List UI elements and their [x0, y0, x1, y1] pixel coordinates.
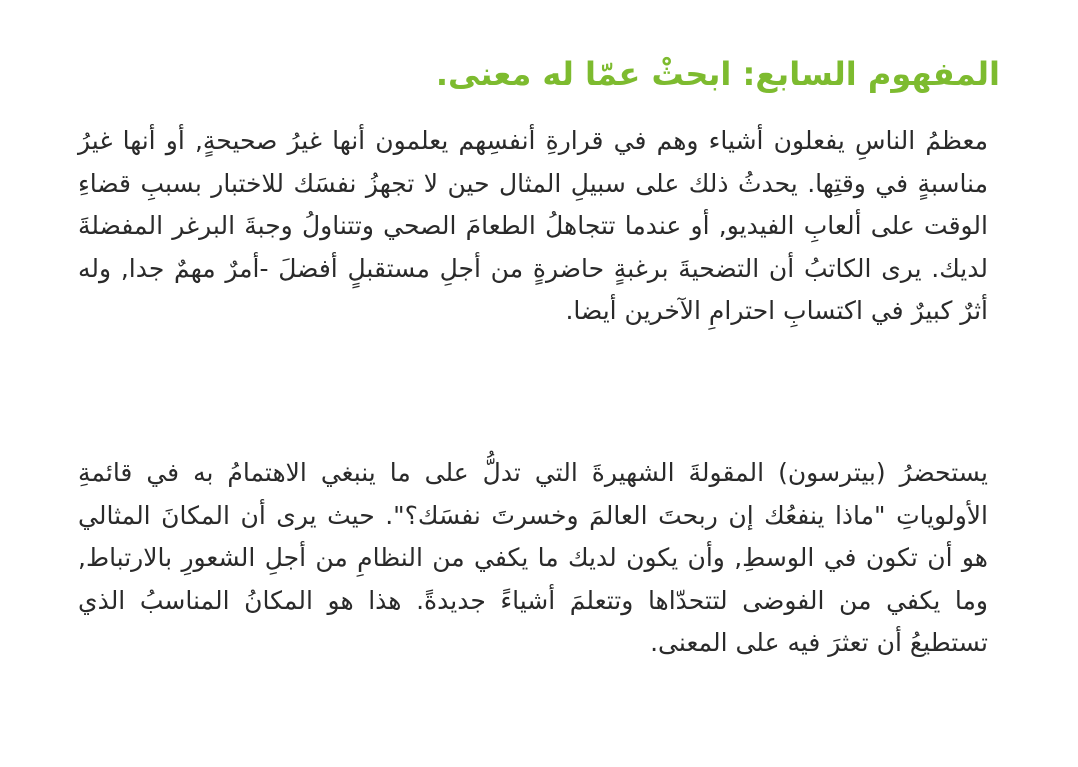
section-heading: المفهوم السابع: ابحثْ عمّا له معنى.: [435, 55, 1000, 93]
paragraph-sacrifice: معظمُ الناسِ يفعلون أشياء وهم في قرارةِ أنفسِهم يعلمون أنها غيرُ صحيحةٍ, أو أنها غيرُ مناسبةٍ في وقتِها. يحدثُ ذلك على سبيلِ المثال حين لا تجهزُ نفسَك للاختبار بسببِ قضاءِ الوقت على ألعابِ الفيديو, أو عندما تتجاهلُ الطعامَ الصحي وتتناولُ وجبةَ البرغر المفضلةَ لديك. يرى الكاتبُ أن التضحيةَ برغبةٍ حاضرةٍ من أجلِ مستقبلٍ أفضلَ -أمرٌ مهمٌ جدا, وله أثرٌ كبيرٌ في اكتسابِ احترامِ الآخرين أيضا.: [78, 126, 988, 325]
paragraph-meaning: يستحضرُ (بيترسون) المقولةَ الشهيرةَ التي تدلُّ على ما ينبغي الاهتمامُ به في قائمةِ الأولوياتِ "ماذا ينفعُك إن ربحتَ العالمَ وخسرتَ نفسَك؟". حيث يرى أن المكانَ المثالي هو أن تكون في الوسطِ, وأن يكون لديك ما يكفي من النظامِ من أجلِ الشعورِ بالارتباط, وما يكفي من الفوضى لتتحدّاها وتتعلمَ أشياءً جديدةً. هذا هو المكانُ المناسبُ الذي تستطيعُ أن تعثرَ فيه على المعنى.: [78, 458, 988, 657]
